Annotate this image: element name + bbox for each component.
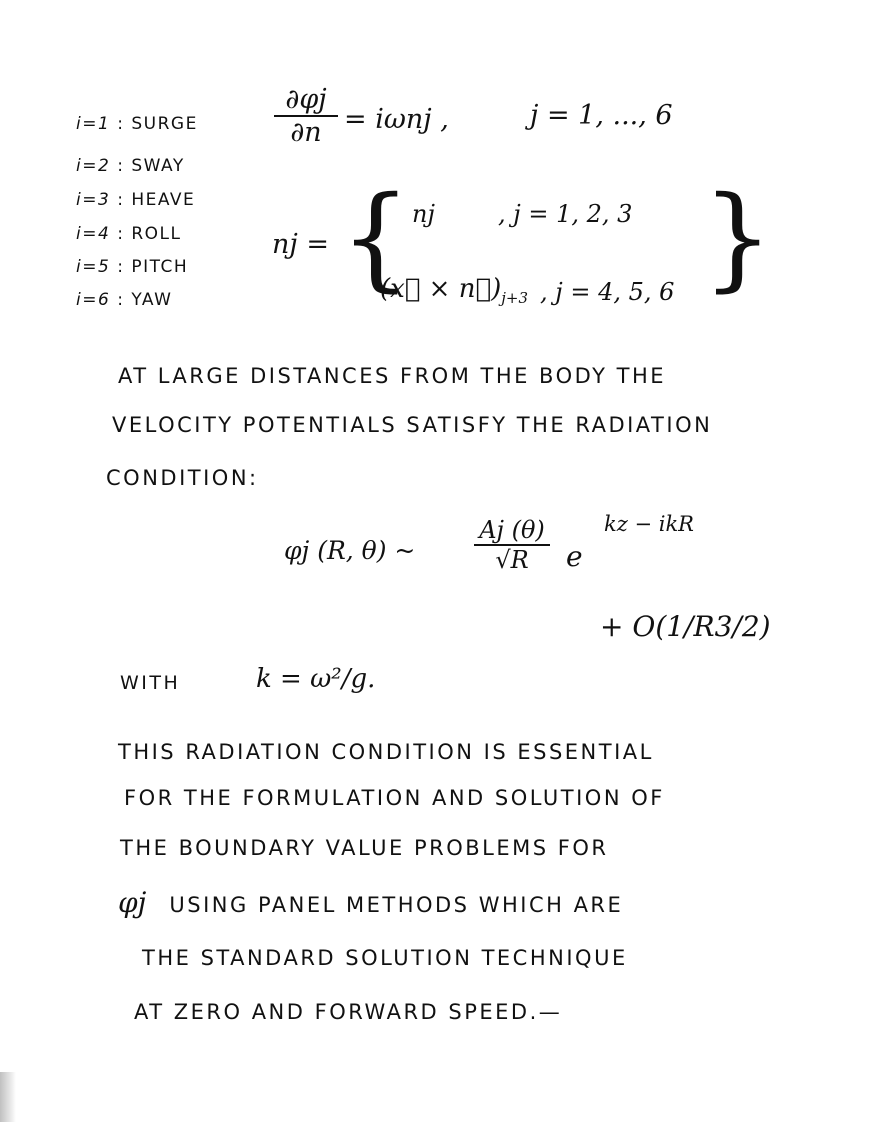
case1-value: nj xyxy=(412,200,435,228)
paragraph-line: THE BOUNDARY VALUE PROBLEMS FOR xyxy=(120,836,609,860)
equation-range: j = 1, ..., 6 xyxy=(530,100,673,131)
mode-item-sway: i=2 : SWAY xyxy=(76,156,185,176)
fraction-numerator: Aj (θ) xyxy=(479,516,545,544)
potential-symbol: φj xyxy=(118,886,147,919)
paragraph-line: THE STANDARD SOLUTION TECHNIQUE xyxy=(142,946,628,970)
exponential-exponent: kz − ikR xyxy=(604,512,694,536)
paragraph-line: AT LARGE DISTANCES FROM THE BODY THE xyxy=(118,364,667,388)
mode-item-pitch: i=5 : PITCH xyxy=(76,257,189,277)
paragraph-line: VELOCITY POTENTIALS SATISFY THE RADIATION xyxy=(112,413,713,437)
left-brace: { xyxy=(340,173,412,303)
fraction-denominator: √R xyxy=(495,546,529,574)
paragraph-line: AT ZERO AND FORWARD SPEED.— xyxy=(134,1000,563,1024)
mode-item-surge: i=1 : SURGE xyxy=(76,114,198,134)
normal-lhs: nj = xyxy=(272,229,329,260)
potential-lhs: φj (R, θ) ~ xyxy=(284,536,416,565)
mode-item-yaw: i=6 : YAW xyxy=(76,290,173,310)
fraction-denominator: ∂n xyxy=(290,117,322,148)
case1-condition: , j = 1, 2, 3 xyxy=(498,200,633,228)
mode-item-heave: i=3 : HEAVE xyxy=(76,190,196,210)
fraction-dphi-dn xyxy=(274,84,338,148)
case2-subscript: j+3 xyxy=(501,289,528,307)
with-label: WITH xyxy=(120,672,181,694)
mode-item-roll: i=4 : ROLL xyxy=(76,224,182,244)
paragraph-line: THIS RADIATION CONDITION IS ESSENTIAL xyxy=(118,740,654,764)
case2-value: (x⃗ × $n⃗)_{j+3}$ xyxy=(380,274,528,307)
paragraph-line: FOR THE FORMULATION AND SOLUTION OF xyxy=(124,786,665,810)
wavenumber-expression: k = ω²/g. xyxy=(256,664,376,694)
remainder-term: + O(1/R3/2) xyxy=(600,610,771,643)
paragraph-line: USING PANEL METHODS WHICH ARE xyxy=(169,893,624,917)
right-brace: } xyxy=(702,173,774,303)
fraction-amplitude xyxy=(474,516,550,574)
equation-rhs: = iωnj , xyxy=(344,104,449,135)
scan-edge-artifact xyxy=(0,1072,16,1122)
fraction-numerator: ∂φj xyxy=(285,84,327,115)
exponential-base: e xyxy=(566,540,583,573)
case2-condition: , j = 4, 5, 6 xyxy=(540,278,675,306)
paragraph-line: CONDITION: xyxy=(106,466,259,490)
paragraph-line-with-symbol xyxy=(118,886,623,919)
